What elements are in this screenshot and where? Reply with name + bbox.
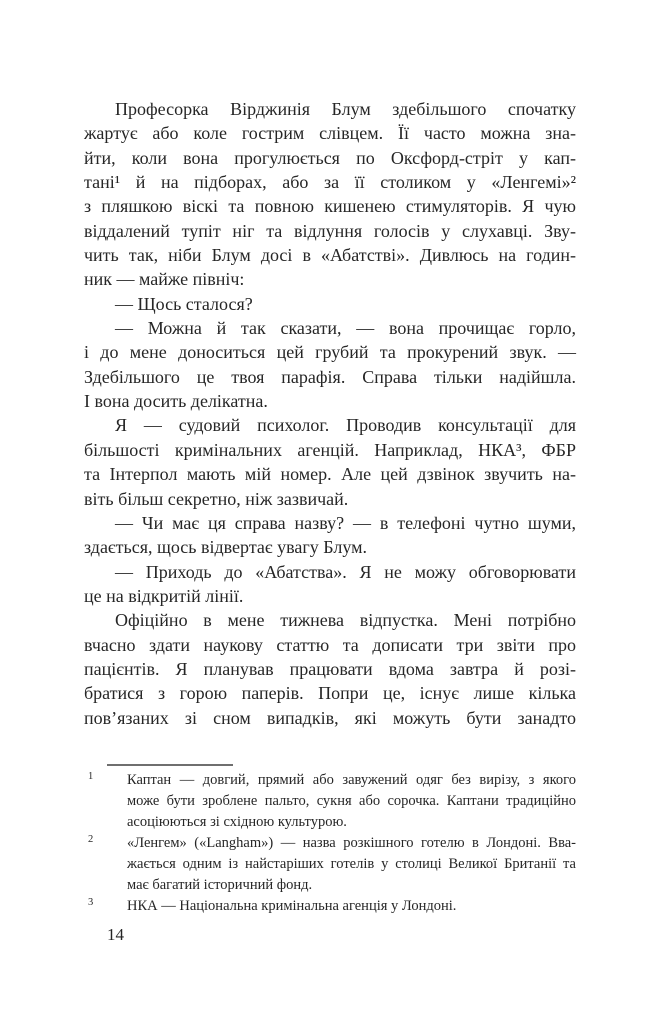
- body-text: [84, 97, 576, 730]
- footnote: [84, 833, 576, 896]
- footnote-separator: [107, 764, 233, 766]
- text-line: Офіційно в мене тижнева відпустка. Мені потрібно: [115, 610, 576, 631]
- footnote-line: Каптан — довгий, прямий або завужений одяг без вирізу, з якого: [127, 772, 576, 788]
- text-line: чить так, ніби Блум досі в «Абатстві». Дивлюсь на годин-: [84, 245, 576, 266]
- paragraph: [84, 608, 576, 730]
- paragraph: [84, 511, 576, 560]
- footnote-line: «Ленгем» («Langham») — назва розкішного готелю в Лондоні. Вва-: [127, 835, 576, 851]
- text-line: братися з горою паперів. Попри це, існує лише кілька: [84, 683, 576, 704]
- text-line: та Інтерпол мають мій номер. Але цей дзвінок звучить на-: [84, 464, 576, 485]
- text-line: і до мене доноситься цей грубий та прокурений звук. —: [84, 342, 576, 363]
- text-line: більшості кримінальних агенцій. Наприклад, НКА³, ФБР: [84, 439, 576, 460]
- text-line: пацієнтів. Я планував працювати вдома завтра й розі-: [84, 658, 576, 679]
- paragraph: [84, 292, 576, 316]
- text-line: — Можна й так сказати, — вона прочищає горло,: [115, 318, 576, 339]
- footnote-marker: 2: [88, 834, 94, 845]
- text-line: тані¹ й на підборах, або за її столиком у «Ленгемі»²: [84, 172, 576, 193]
- footnote-marker: 3: [88, 897, 94, 908]
- text-line: вчасно здати наукову статтю та дописати три звіти про: [84, 634, 576, 655]
- footnote-line: може бути зроблене пальто, сукня або сорочка. Каптани традиційно: [127, 793, 576, 809]
- text-line: — Чи має ця справа назву? — в телефоні чутно шуми,: [115, 512, 576, 533]
- footnote-line: жається одним із найстаріших готелів у столиці Великої Британії та: [127, 856, 576, 872]
- footnote-marker: 1: [88, 771, 94, 782]
- text-line: — Щось сталося?: [115, 293, 253, 314]
- text-line: здається, щось відвертає увагу Блум.: [84, 537, 367, 558]
- footnote: [84, 770, 576, 833]
- text-line: жартує або коле гострим слівцем. Її часто можна зна-: [84, 123, 576, 144]
- text-line: І вона досить делікатна.: [84, 391, 268, 412]
- footnotes: [84, 770, 576, 917]
- text-line: Професорка Вірджинія Блум здебільшого спочатку: [115, 99, 576, 119]
- page-number: 14: [107, 925, 124, 944]
- text-line: з пляшкою віскі та повною кишенею стимуляторів. Я чую: [84, 196, 576, 217]
- text-line: ник — майже північ:: [84, 269, 245, 290]
- paragraph: [84, 316, 576, 413]
- footnote-line: НКА — Національна кримінальна агенція у Лондоні.: [127, 898, 457, 914]
- footnote-line: має багатий історичний фонд.: [127, 877, 313, 893]
- text-line: Здебільшого це твоя парафія. Справа тільки надійшла.: [84, 366, 576, 387]
- text-line: це на відкритій лінії.: [84, 585, 244, 606]
- text-line: віть більш секретно, ніж зазвичай.: [84, 488, 349, 509]
- footnote-line: асоціюються зі східною культурою.: [127, 814, 347, 830]
- paragraph: [84, 97, 576, 292]
- text-line: — Приходь до «Абатства». Я не можу обговорювати: [115, 561, 576, 582]
- text-line: пов’язаних зі сном випадків, які можуть бути занадто: [84, 707, 576, 728]
- text-line: віддалений тупіт ніг та відлуння голосів у слухавці. Зву-: [84, 220, 576, 241]
- text-line: йти, коли вона прогулюється по Оксфорд-стріт у кап-: [84, 147, 576, 168]
- footnote: [84, 896, 576, 917]
- text-line: Я — судовий психолог. Проводив консультації для: [115, 415, 576, 436]
- paragraph: [84, 560, 576, 609]
- paragraph: [84, 413, 576, 510]
